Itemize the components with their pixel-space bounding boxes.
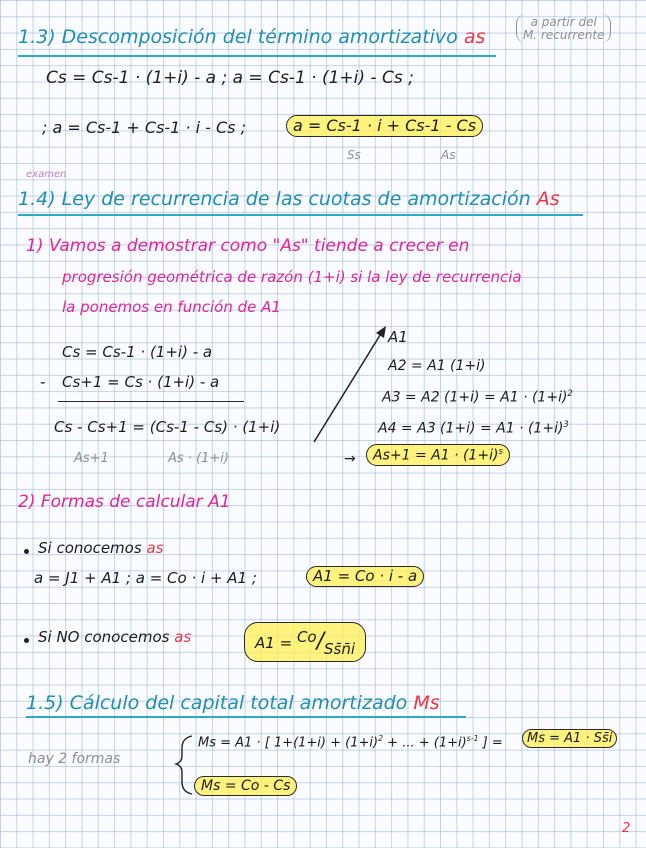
- section-1-5-boxed-formula-2: Ms = Co - Cs: [194, 776, 297, 796]
- eq-1-part-2: + ... + (1+i): [383, 735, 467, 751]
- bullet-1-label: Si conocemos: [38, 539, 142, 557]
- side-note-line-1: a partir del: [530, 15, 597, 29]
- item-2-title-term: A1: [208, 492, 231, 512]
- bullet-1-boxed-formula: A1 = Co · i - a: [306, 566, 424, 587]
- section-1-3-boxed-formula: a = Cs-1 · i + Cs-1 - Cs: [286, 115, 483, 137]
- section-1-3-title-term: as: [463, 26, 486, 48]
- section-1-4-title-text: 1.4) Ley de recurrencia de las cuotas de amortización: [18, 188, 531, 210]
- bullet-2-boxed-denominator: Ss̄n̄i: [324, 640, 356, 658]
- bullet-2-boxed-slash: /: [316, 629, 325, 654]
- exam-note: examen: [26, 169, 67, 180]
- label-as: As: [441, 148, 456, 162]
- bullet-1-term: as: [146, 539, 164, 557]
- eq-1-exponent-1: 2: [378, 734, 384, 743]
- result-equals: =: [132, 418, 145, 436]
- section-1-3-title-text: 1.3) Descomposición del término amortizativo: [18, 26, 458, 48]
- sequence-final-exponent: s: [498, 446, 503, 456]
- result-left: Cs - Cs+1: [54, 418, 128, 436]
- subtraction-eq-1: Cs = Cs-1 · (1+i) - a: [62, 343, 213, 361]
- section-1-5-boxed-formula-1: Ms = A1 · Ss̄i: [522, 729, 617, 748]
- sequence-a2: A2 = A1 (1+i): [388, 358, 486, 374]
- section-1-5-title-term: Ms: [413, 692, 440, 714]
- sequence-a3-text: A3 = A2 (1+i) = A1 · (1+i): [382, 389, 568, 406]
- item-1-line-2: progresión geométrica de razón (1+i) si la ley de recurrencia: [62, 268, 522, 286]
- sequence-arrow: →: [344, 451, 356, 467]
- side-note-line-2: M. recurrente: [523, 27, 605, 42]
- item-1-line-3: la ponemos en función de A1: [62, 298, 281, 316]
- label-as-plus-1: As+1: [74, 451, 109, 466]
- bullet-2-boxed-numerator: Co: [296, 628, 317, 646]
- item-2-title-text: 2) Formas de calcular: [18, 492, 203, 512]
- eq-1-exponent-2: s-1: [466, 734, 479, 743]
- item-1-line-1: 1) Vamos a demostrar como "As" tiende a crecer en: [26, 236, 470, 256]
- eq-1-part-3: ] =: [478, 735, 503, 751]
- section-1-3-eq-2: ; a = Cs-1 + Cs-1 · i - Cs ;: [42, 118, 246, 137]
- bullet-2-term: as: [174, 628, 192, 646]
- result-right: (Cs-1 - Cs) · (1+i): [149, 418, 281, 436]
- sequence-a3-exponent: 2: [567, 388, 573, 398]
- subtraction-eq-2: Cs+1 = Cs · (1+i) - a: [62, 373, 220, 391]
- section-1-4-title-term: As: [536, 188, 560, 210]
- sequence-a4-exponent: 3: [563, 419, 569, 429]
- section-1-5-side-note: hay 2 formas: [28, 751, 121, 767]
- section-1-5-eq-1: [198, 735, 503, 749]
- sequence-a4-text: A4 = A3 (1+i) = A1 · (1+i): [378, 420, 564, 437]
- sequence-final-text: As+1 = A1 · (1+i): [373, 447, 499, 464]
- eq-1-part-1: Ms = A1 · [ 1+(1+i) + (1+i): [198, 735, 379, 751]
- section-1-5-title-text: 1.5) Cálculo del capital total amortizado: [26, 692, 408, 714]
- sequence-a1: A1: [388, 328, 408, 346]
- bullet-2-boxed-left: A1 =: [255, 634, 293, 652]
- label-ss: Ss: [347, 148, 361, 162]
- section-1-3-eq-1: Cs = Cs-1 · (1+i) - a ; a = Cs-1 · (1+i) - Cs ;: [46, 68, 414, 88]
- bullet-1-eq: a = J1 + A1 ; a = Co · i + A1 ;: [34, 569, 257, 587]
- bullet-2-label: Si NO conocemos: [38, 628, 170, 646]
- label-as-times-factor: As · (1+i): [168, 451, 229, 466]
- page-number: 2: [622, 821, 631, 836]
- minus-sign: -: [40, 373, 46, 391]
